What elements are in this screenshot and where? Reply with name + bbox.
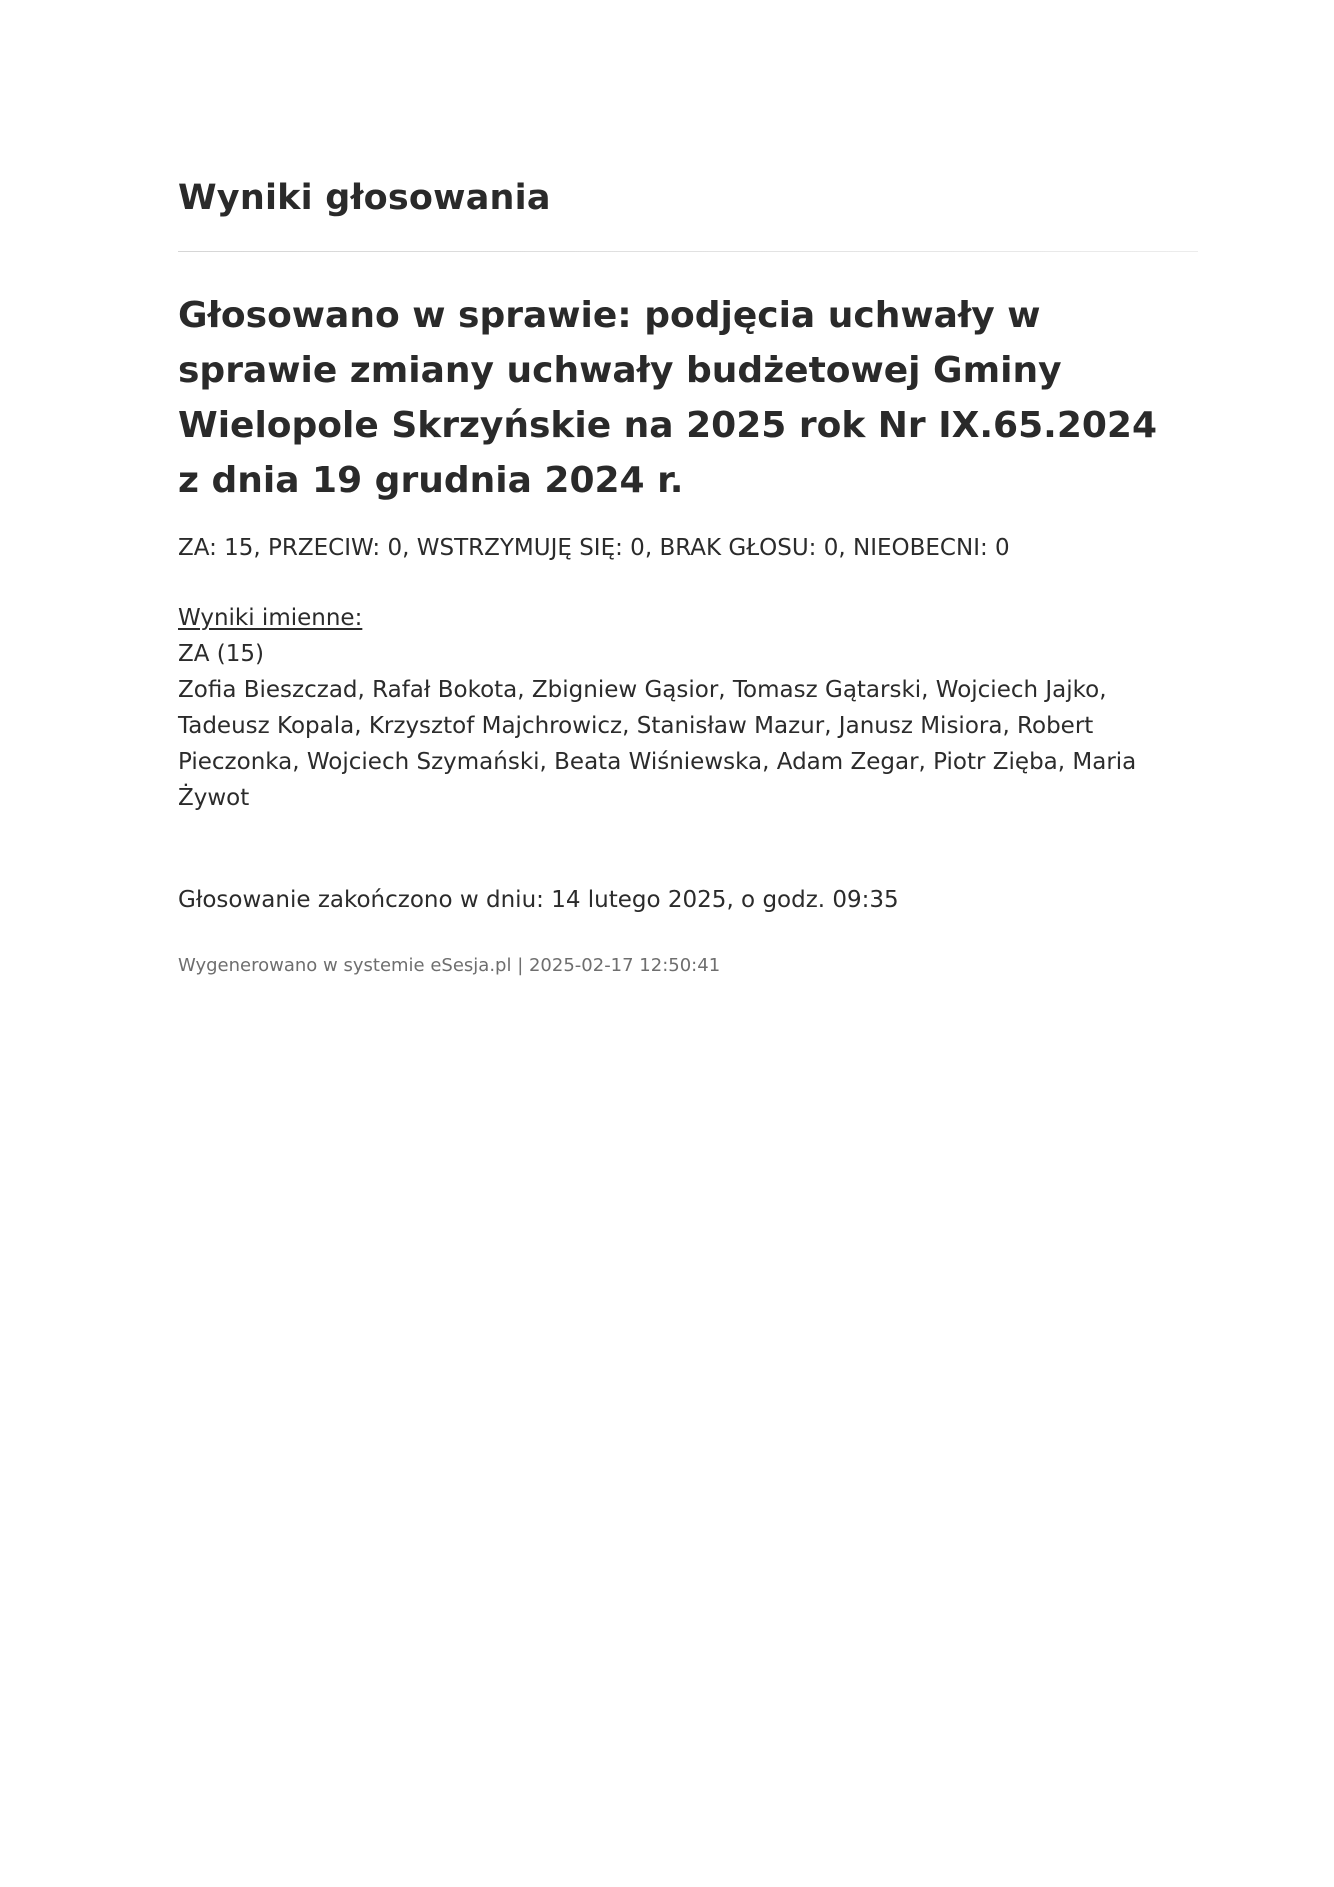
- document-title: Wyniki głosowania: [178, 178, 551, 218]
- named-results-header: Wyniki imienne:: [178, 605, 363, 631]
- title-divider: [178, 251, 1198, 252]
- vote-counts: ZA: 15, PRZECIW: 0, WSTRZYMUJĘ SIĘ: 0, BRAK GŁOSU: 0, NIEOBECNI: 0: [178, 535, 1010, 561]
- vote-end-info: Głosowanie zakończono w dniu: 14 lutego 2025, o godz. 09:35: [178, 887, 899, 913]
- vote-group-label: ZA (15): [178, 641, 265, 667]
- voter-list: Zofia Bieszczad, Rafał Bokota, Zbigniew Gąsior, Tomasz Gątarski, Wojciech Jajko, Tadeusz Kopala, Krzysztof Majchrowicz, Stanisław Mazur, Janusz Misiora, Robert Pieczonka, Wojciech Szymański, Beata Wiśniewska, Adam Zegar, Piotr Zięba, Maria Żywot: [178, 677, 1137, 811]
- generated-footer: Wygenerowano w systemie eSesja.pl | 2025-02-17 12:50:41: [178, 955, 721, 976]
- named-results-section: [178, 600, 1178, 816]
- vote-subject: Głosowano w sprawie: podjęcia uchwały w sprawie zmiany uchwały budżetowej Gminy Wielopole Skrzyńskie na 2025 rok Nr IX.65.2024 z dnia 19 grudnia 2024 r.: [178, 295, 1158, 501]
